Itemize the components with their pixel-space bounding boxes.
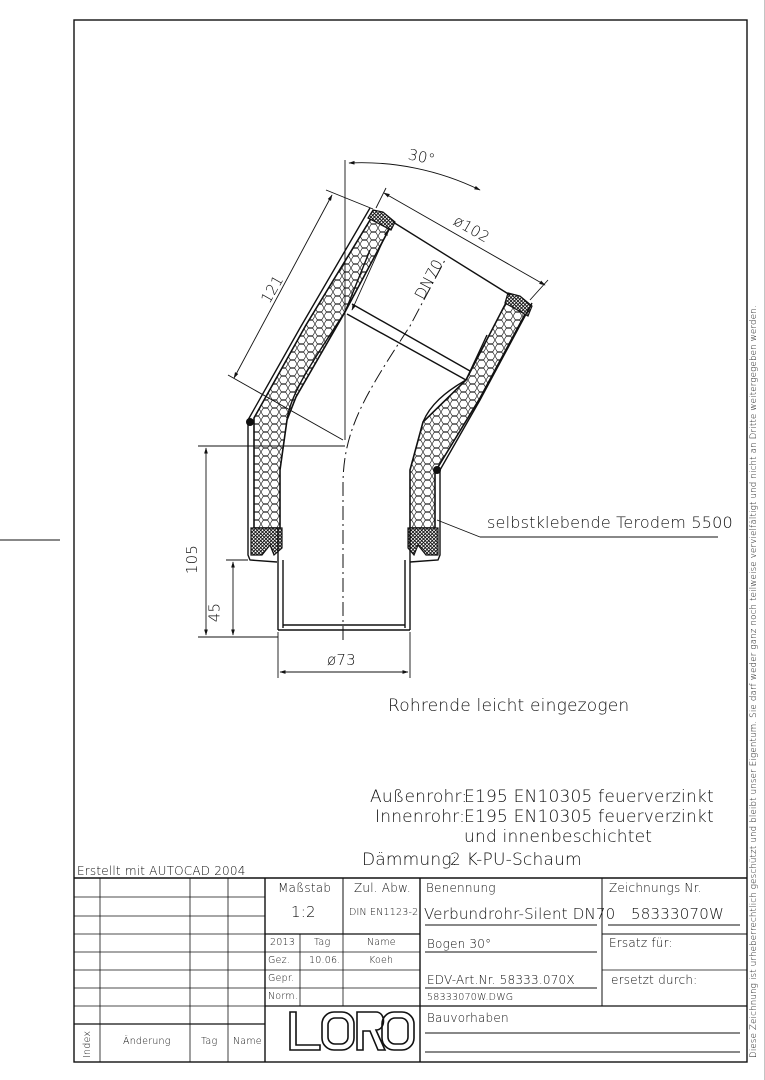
material-inner-value: E195 EN10305 feuerverzinkt [464,807,714,827]
gez-name: Koeh [369,955,394,966]
created-with: Erstellt mit AUTOCAD 2004 [77,864,246,878]
norm-label: Norm. [268,991,298,1002]
dim-height-105: 105 [183,544,202,575]
dwg-filename: 58333070W.DWG [427,992,514,1003]
callout-terodem: selbstklebende Terodem 5500 [487,513,733,532]
material-inner-extra: und innenbeschichtet [464,827,653,847]
rev-tag-header: Tag [201,1036,218,1047]
zul-abw-label: Zul. Abw. [354,881,411,895]
zeichnung-label: Zeichnungs Nr. [609,881,702,895]
tag-header: Tag [314,937,331,948]
material-insulation-value: 2 K-PU-Schaum [450,850,582,870]
year: 2013 [270,937,295,948]
gez-tag: 10.06. [309,955,341,966]
seal-ring-right [408,528,438,555]
loro-logo [290,1012,414,1050]
name-header: Name [367,937,396,948]
ersatz-label: Ersatz für: [609,936,673,950]
zul-abw-value: DIN EN1123-2 [349,907,419,918]
dim-dn70: DN70 [410,256,447,303]
dim-spigot-diameter: ø73 [327,651,356,669]
material-inner-label: Innenrohr: [375,807,466,827]
dim-height-45: 45 [205,602,224,623]
massstab-label: Maßstab [278,881,332,895]
insulation-left [254,212,393,528]
gepr-label: Gepr. [268,973,295,984]
rev-index-header: Index [82,1030,93,1058]
ersetzt-label: ersetzt durch: [611,973,698,987]
benennung-label: Benennung [426,881,496,895]
material-outer-value: E195 EN10305 feuerverzinkt [464,787,714,807]
material-outer-label: Außenrohr: [370,787,468,807]
inner-pipe [278,222,510,630]
rev-name-header: Name [233,1036,262,1047]
dim-outer-diameter: ø102 [450,211,493,247]
material-insulation-label: Dämmung: [362,850,458,870]
dim-length-121: 121 [257,272,288,307]
massstab-value: 1:2 [291,903,316,921]
reference-dot-left [246,418,254,426]
rev-aenderung-header: Änderung [123,1036,171,1047]
sub-name: Bogen 30° [427,937,492,951]
edv-number: EDV-Art.Nr. 58333.070X [427,973,575,987]
dim-angle-30: 30° [406,145,437,169]
reference-dot-right [433,466,441,474]
copyright-notice: Diese Zeichnung ist urheberrechtlich geschützt und bleibt unser Eigentum. Sie darf weder ganz noch teilweise vervielfältigt und nicht an Dritte weitergegeben werden. [749,305,759,1058]
gez-label: Gez. [268,955,291,966]
benennung-value: Verbundrohr-Silent DN70 [424,905,616,923]
bauvorhaben-label: Bauvorhaben [427,1011,509,1025]
pipe-bend-drawing [246,208,532,640]
note-pipe-end: Rohrende leicht eingezogen [388,696,630,716]
zeichnung-value: 58333070W [631,905,724,923]
